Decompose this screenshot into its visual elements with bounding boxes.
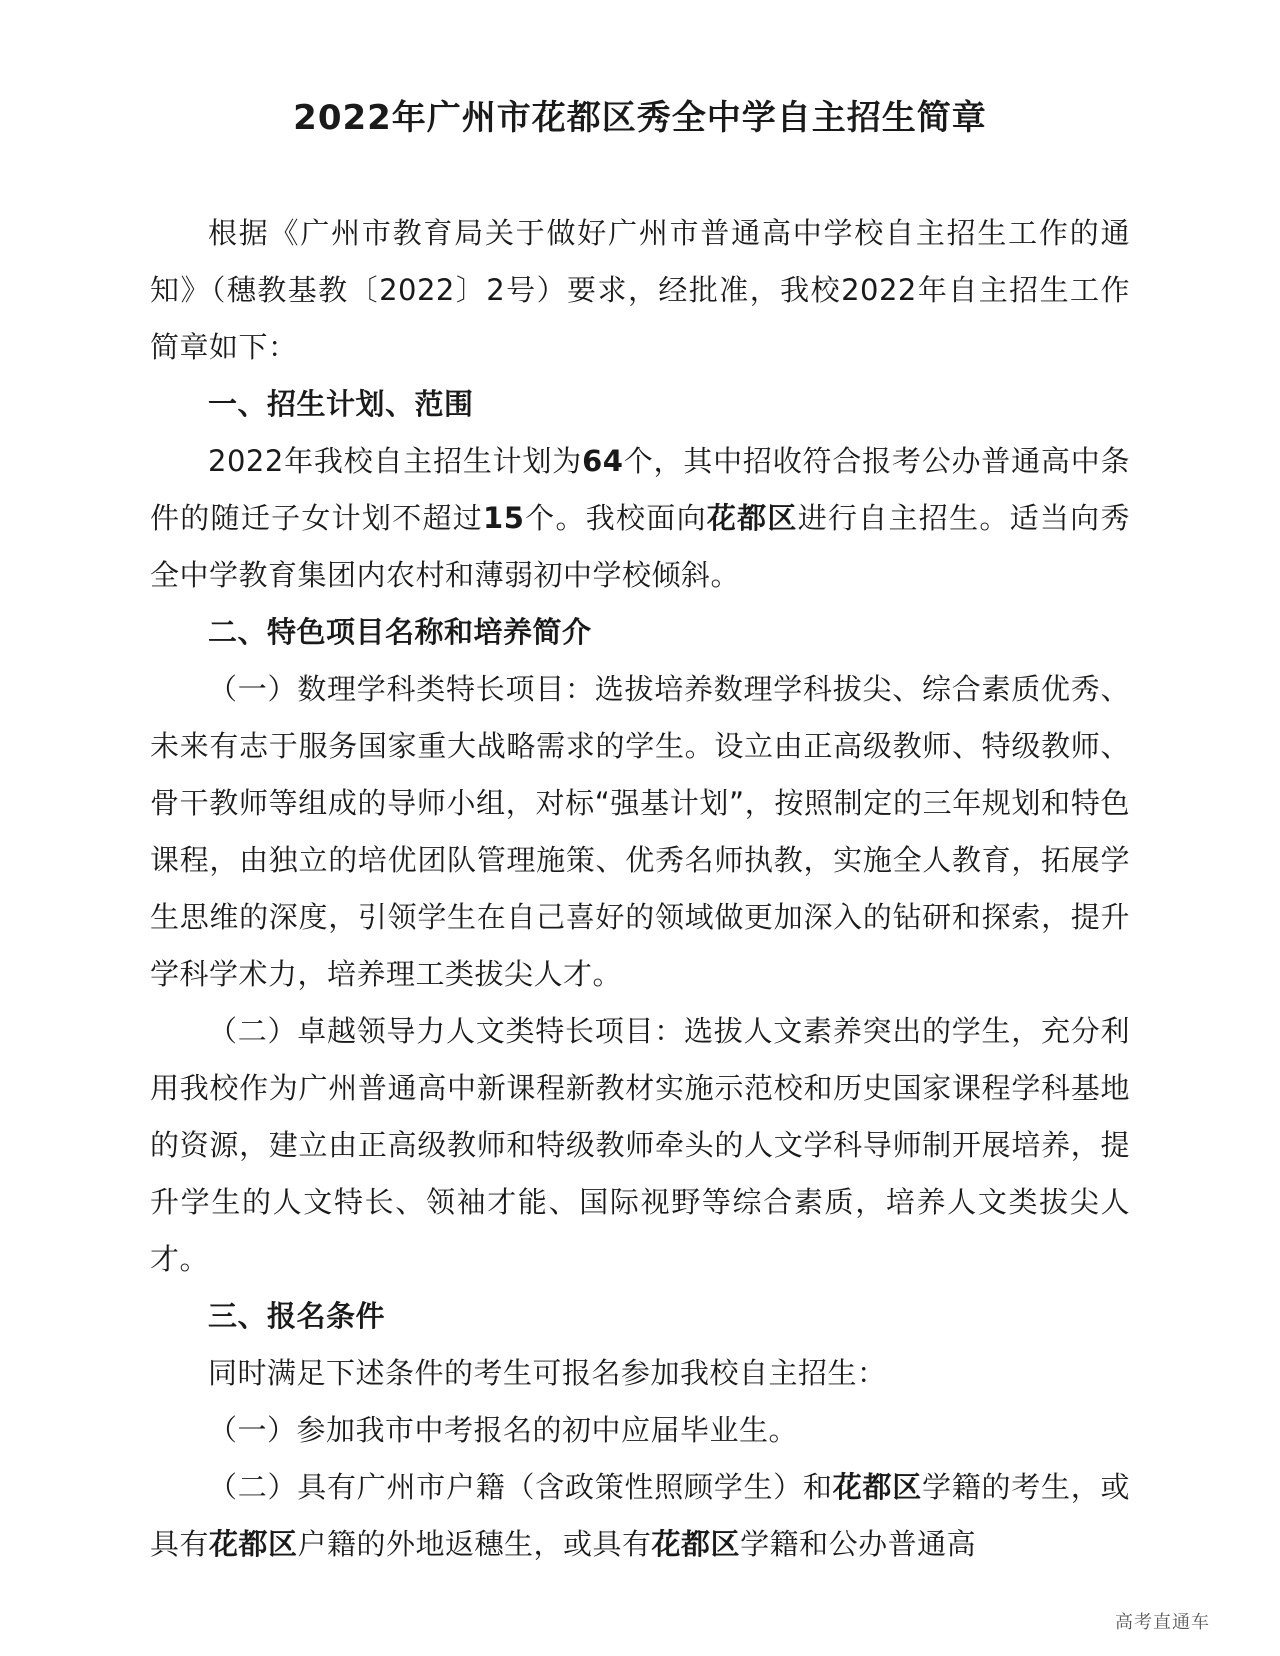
text-span: 2022年我校自主招生计划为 bbox=[208, 444, 583, 478]
text-span: （二）具有广州市户籍（含政策性照顾学生）和 bbox=[208, 1470, 833, 1504]
section-1-paragraph bbox=[150, 433, 1130, 604]
section-3-heading: 三、报名条件 bbox=[208, 1299, 386, 1333]
intro-paragraph: 根据《广州市教育局关于做好广州市普通高中学校自主招生工作的通知》（穗教基教〔2022〕2号）要求，经批准，我校2022年自主招生工作简章如下： bbox=[150, 216, 1130, 364]
district-name: 花都区 bbox=[651, 1527, 741, 1561]
quota-total: 64 bbox=[582, 444, 624, 478]
text-span: 个，其中招收符合报考公办普通高中条件的随迁子女计划不超过 bbox=[150, 444, 1130, 535]
text-span: 个。我校面向 bbox=[524, 501, 707, 535]
section-2-item-1: （一）数理学科类特长项目：选拔培养数理学科拔尖、综合素质优秀、未来有志于服务国家重大战略需求的学生。设立由正高级教师、特级教师、骨干教师等组成的导师小组，对标“强基计划”，按照制定的三年规划和特色课程，由独立的培优团队管理施策、优秀名师执教，实施全人教育，拓展学生思维的深度，引领学生在自己喜好的领域做更加深入的钻研和探索，提升学科学术力，培养理工类拔尖人才。 bbox=[150, 672, 1130, 991]
section-2-item-2: （二）卓越领导力人文类特长项目：选拔人文素养突出的学生，充分利用我校作为广州普通高中新课程新教材实施示范校和历史国家课程学科基地的资源，建立由正高级教师和特级教师牵头的人文学科导师制开展培养，提升学生的人文特长、领袖才能、国际视野等综合素质，培养人文类拔尖人才。 bbox=[150, 1014, 1130, 1276]
district-name: 花都区 bbox=[706, 501, 798, 535]
district-name: 花都区 bbox=[832, 1470, 922, 1504]
section-3-item-1: （一）参加我市中考报名的初中应届毕业生。 bbox=[208, 1413, 799, 1447]
text-span: 户籍的外地返穗生，或具有 bbox=[297, 1527, 652, 1561]
text-span: 进行自主招生。适当向秀全中学教育集团内农村和薄弱初中学校倾斜。 bbox=[150, 501, 1130, 592]
section-3-item-2 bbox=[150, 1459, 1130, 1573]
section-2-heading: 二、特色项目名称和培养简介 bbox=[208, 615, 592, 649]
quota-migrant: 15 bbox=[483, 501, 525, 535]
section-1-heading: 一、招生计划、范围 bbox=[208, 387, 474, 421]
text-span: 学籍的考生，或具有 bbox=[150, 1470, 1130, 1561]
text-span: 学籍和公办普通高 bbox=[740, 1527, 977, 1561]
document-body bbox=[150, 205, 1130, 1573]
section-3-intro: 同时满足下述条件的考生可报名参加我校自主招生： bbox=[208, 1356, 887, 1390]
page-title: 2022年广州市花都区秀全中学自主招生简章 bbox=[293, 98, 987, 138]
watermark-text: 高考直通车 bbox=[1115, 1612, 1210, 1633]
district-name: 花都区 bbox=[209, 1527, 298, 1561]
